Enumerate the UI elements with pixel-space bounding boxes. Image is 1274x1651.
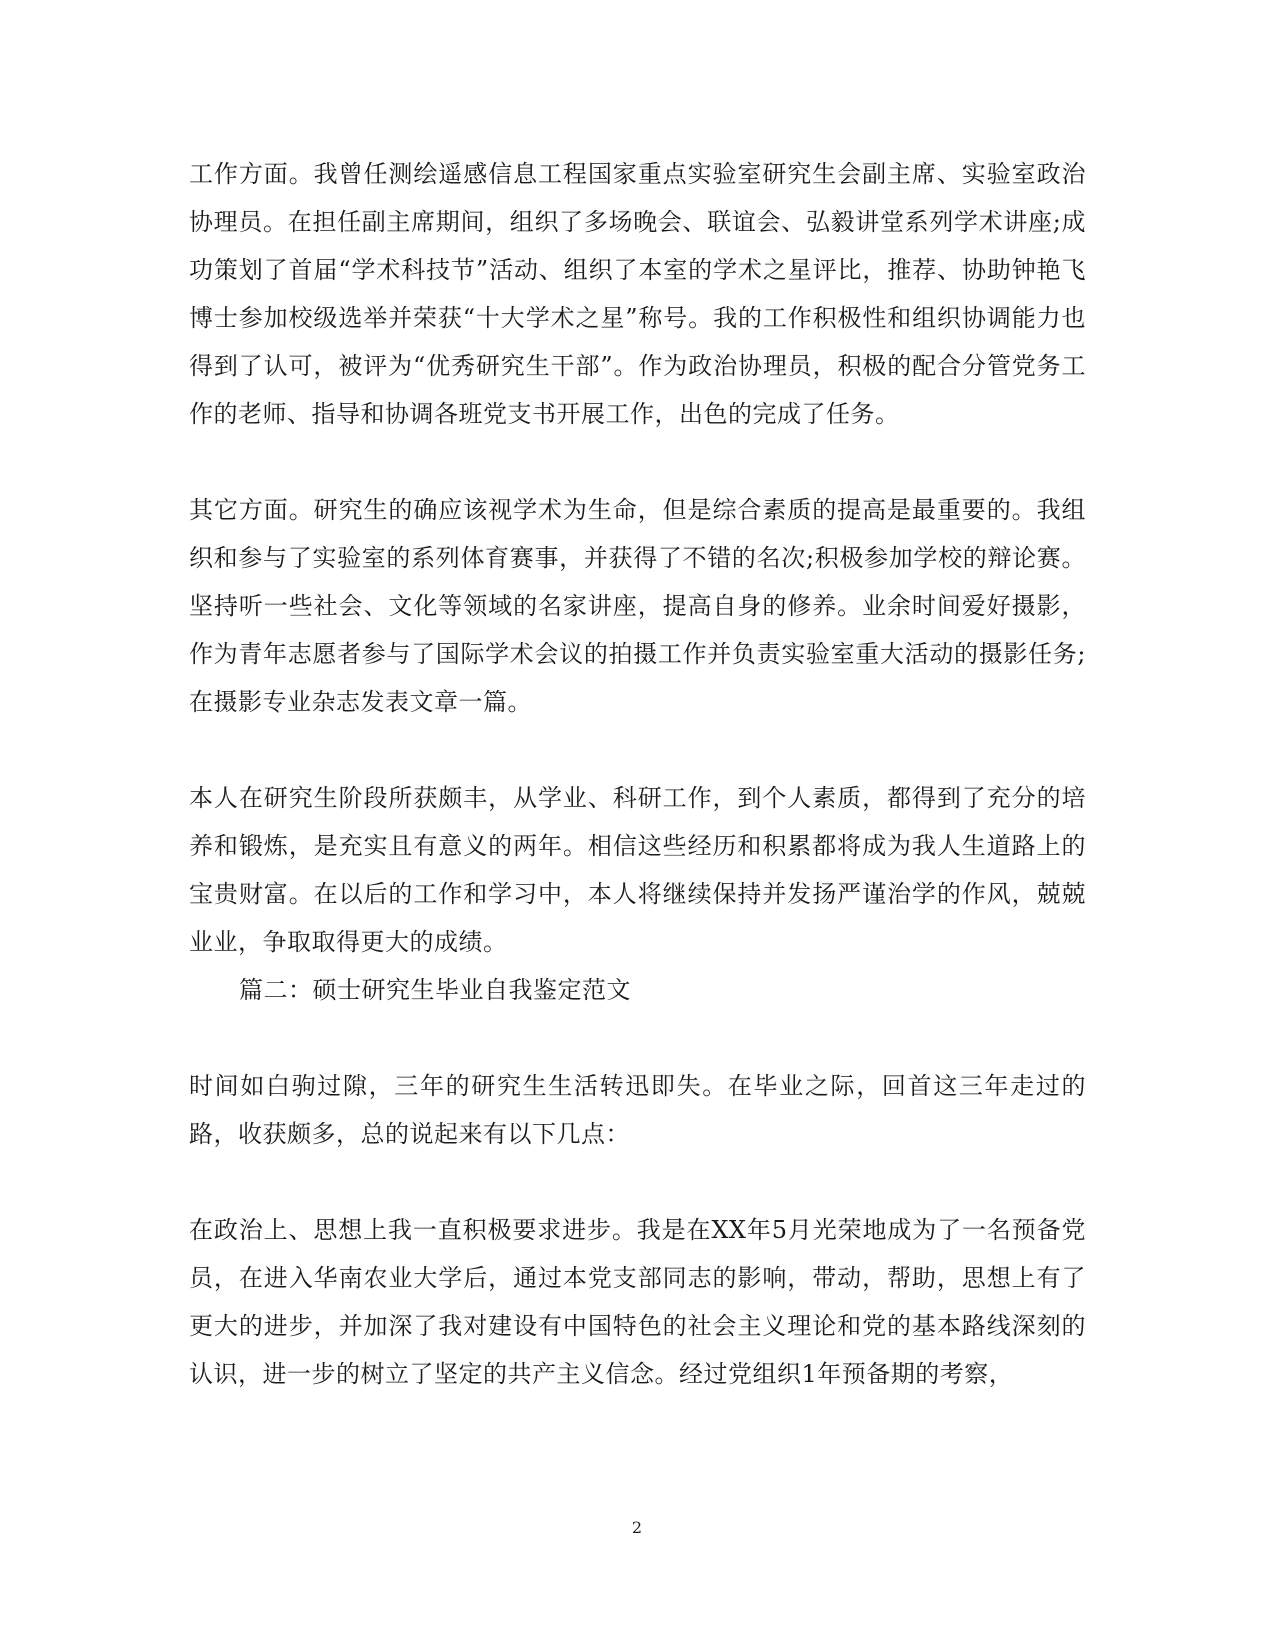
paragraph-work: 工作方面。我曾任测绘遥感信息工程国家重点实验室研究生会副主席、实验室政治协理员。在担任副主席期间，组织了多场晚会、联谊会、弘毅讲堂系列学术讲座;成功策划了首届“学术科技节”活动、组织了本室的学术之星评比，推荐、协助钟艳飞博士参加校级选举并荣获“十大学术之星”称号。我的工作积极性和组织协调能力也得到了认可，被评为“优秀研究生干部”。作为政治协理员，积极的配合分管党务工作的老师、指导和协调各班党支书开展工作，出色的完成了任务。 [189, 160, 1086, 428]
page-number: 2 [631, 1518, 643, 1537]
paragraph-summary: 本人在研究生阶段所获颇丰，从学业、科研工作，到个人素质，都得到了充分的培养和锻炼，是充实且有意义的两年。相信这些经历和积累都将成为我人生道路上的宝贵财富。在以后的工作和学习中，本人将继续保持并发扬严谨治学的作风，兢兢业业，争取取得更大的成绩。 [189, 784, 1086, 956]
section-heading: 篇二：硕士研究生毕业自我鉴定范文 [239, 976, 631, 1004]
paragraph-other: 其它方面。研究生的确应该视学术为生命，但是综合素质的提高是最重要的。我组织和参与了实验室的系列体育赛事，并获得了不错的名次;积极参加学校的辩论赛。坚持听一些社会、文化等领域的名家讲座，提高自身的修养。业余时间爱好摄影，作为青年志愿者参与了国际学术会议的拍摄工作并负责实验室重大活动的摄影任务;在摄影专业杂志发表文章一篇。 [189, 496, 1086, 716]
paragraph-politics: 在政治上、思想上我一直积极要求进步。我是在XX年5月光荣地成为了一名预备党员，在进入华南农业大学后，通过本党支部同志的影响，带动，帮助，思想上有了更大的进步，并加深了我对建设有中国特色的社会主义理论和党的基本路线深刻的认识，进一步的树立了坚定的共产主义信念。经过党组织1年预备期的考察， [189, 1216, 1086, 1388]
paragraph-intro: 时间如白驹过隙，三年的研究生生活转迅即失。在毕业之际，回首这三年走过的路，收获颇多，总的说起来有以下几点： [189, 1072, 1086, 1148]
document-body [189, 150, 1086, 1398]
